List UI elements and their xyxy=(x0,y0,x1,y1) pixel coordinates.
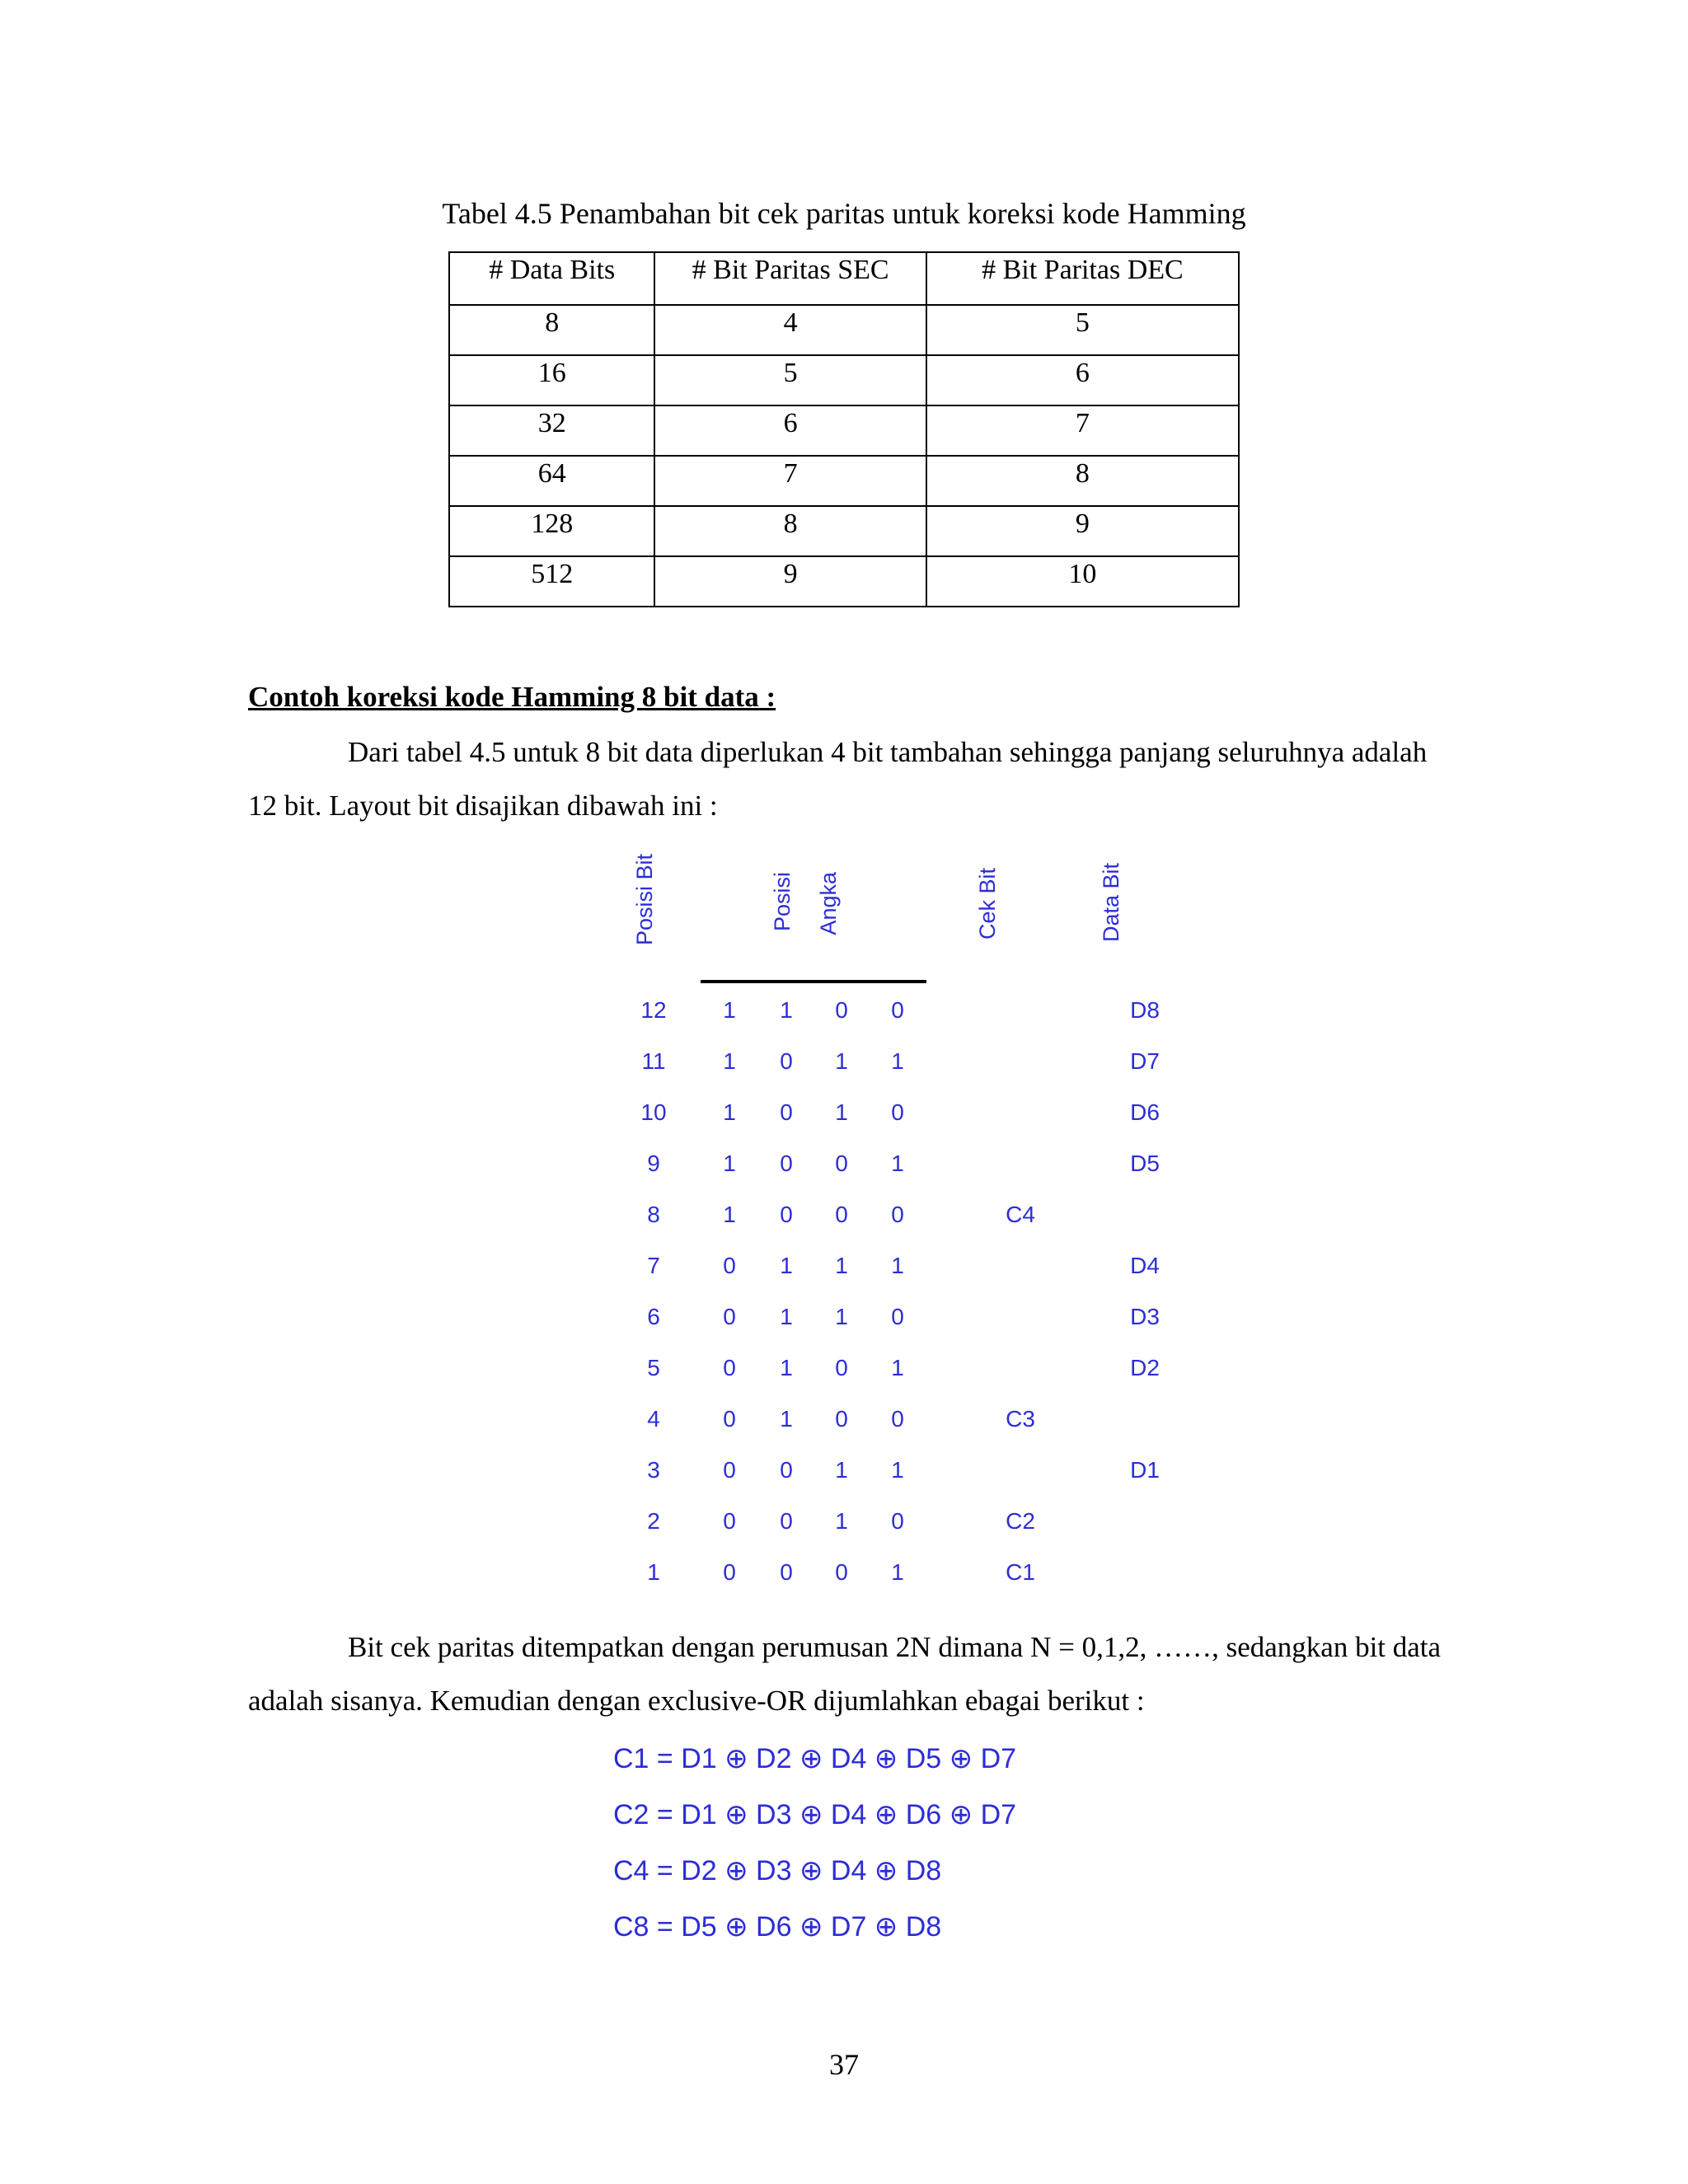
table-cell: 7 xyxy=(654,456,926,506)
header-cek-bit: Cek Bit xyxy=(975,868,1000,940)
bit-value: 1 xyxy=(780,997,793,1023)
table-cell: 9 xyxy=(654,556,926,607)
figure-row xyxy=(610,1099,1160,1132)
intro-paragraph: Dari tabel 4.5 untuk 8 bit data diperlukan 4 bit tambahan sehingga panjang seluruhnya adalah 12 bit. Layout bit disajikan dibawah ini : xyxy=(248,736,1428,822)
bit-value: 0 xyxy=(891,1406,904,1432)
table-row xyxy=(449,305,1239,355)
position-number: 12 xyxy=(640,997,667,1023)
bit-value: 0 xyxy=(891,1099,904,1125)
bit-value: 1 xyxy=(835,1099,848,1125)
check-bit-label: C1 xyxy=(1006,1559,1035,1585)
position-number: 3 xyxy=(647,1457,660,1483)
position-number: 4 xyxy=(647,1406,660,1432)
parity-equations xyxy=(613,1742,1016,1966)
header-posisi-bit: Posisi Bit xyxy=(632,854,657,946)
table-cell: 5 xyxy=(926,305,1239,355)
bit-value: 0 xyxy=(723,1355,736,1380)
table-cell: 5 xyxy=(654,355,926,405)
table-cell: 6 xyxy=(926,355,1239,405)
position-number: 9 xyxy=(647,1151,660,1176)
bit-value: 0 xyxy=(723,1559,736,1585)
table-cell: 32 xyxy=(449,405,654,456)
bit-value: 1 xyxy=(835,1048,848,1074)
bit-value: 1 xyxy=(723,997,736,1023)
table-cell: 8 xyxy=(654,506,926,556)
table-cell: 64 xyxy=(449,456,654,506)
bit-value: 0 xyxy=(723,1304,736,1329)
bit-value: 0 xyxy=(723,1253,736,1278)
table-row xyxy=(449,556,1239,607)
figure-row xyxy=(610,1406,1121,1439)
table-cell: 8 xyxy=(926,456,1239,506)
position-number: 8 xyxy=(647,1202,660,1227)
data-bit-label: D7 xyxy=(1130,1048,1160,1074)
equation-c8: C8 = D5 ⊕ D6 ⊕ D7 ⊕ D8 xyxy=(613,1911,942,1943)
equation-c4: C4 = D2 ⊕ D3 ⊕ D4 ⊕ D8 xyxy=(613,1855,942,1886)
position-number: 10 xyxy=(640,1099,667,1125)
check-bit-label: C3 xyxy=(1006,1406,1035,1432)
bit-value: 0 xyxy=(835,1406,848,1432)
data-bit-label: D1 xyxy=(1130,1457,1160,1483)
bit-value: 0 xyxy=(891,1304,904,1329)
bit-value: 1 xyxy=(891,1151,904,1176)
bit-value: 1 xyxy=(723,1151,736,1176)
figure-row xyxy=(610,1048,1160,1081)
table-row xyxy=(449,405,1239,456)
equation-c2: C2 = D1 ⊕ D3 ⊕ D4 ⊕ D6 ⊕ D7 xyxy=(613,1799,1017,1830)
bit-value: 1 xyxy=(723,1048,736,1074)
bit-value: 1 xyxy=(835,1304,848,1329)
data-bit-label: D3 xyxy=(1130,1304,1160,1329)
bit-value: 0 xyxy=(835,1202,848,1227)
bit-value: 1 xyxy=(891,1457,904,1483)
bit-value: 1 xyxy=(780,1253,793,1278)
bit-value: 0 xyxy=(891,1202,904,1227)
bit-value: 1 xyxy=(891,1048,904,1074)
bit-value: 0 xyxy=(835,1559,848,1585)
bit-value: 0 xyxy=(780,1099,793,1125)
figure-row xyxy=(610,1202,1121,1235)
bit-value: 1 xyxy=(780,1304,793,1329)
bit-value: 1 xyxy=(780,1355,793,1380)
bit-value: 0 xyxy=(780,1457,793,1483)
equation-c1: C1 = D1 ⊕ D2 ⊕ D4 ⊕ D5 ⊕ D7 xyxy=(613,1743,1017,1774)
position-number: 2 xyxy=(647,1508,660,1534)
parity-paragraph: Bit cek paritas ditempatkan dengan perumusan 2N dimana N = 0,1,2, ……, sedangkan bit data adalah sisanya. Kemudian dengan exclusive-OR dijumlahkan ebagai berikut : xyxy=(248,1631,1442,1717)
bit-value: 1 xyxy=(891,1559,904,1585)
table-cell: 9 xyxy=(926,506,1239,556)
header-dec-bits: # Bit Paritas DEC xyxy=(926,252,1239,305)
table-row xyxy=(449,506,1239,556)
bit-value: 0 xyxy=(723,1406,736,1432)
bit-value: 0 xyxy=(835,1355,848,1380)
bit-value: 0 xyxy=(723,1457,736,1483)
bit-value: 0 xyxy=(891,997,904,1023)
figure-row xyxy=(610,1253,1160,1286)
position-number: 7 xyxy=(647,1253,660,1278)
check-bit-label: C4 xyxy=(1006,1202,1035,1227)
position-number: 1 xyxy=(647,1559,660,1585)
bit-value: 1 xyxy=(891,1355,904,1380)
section-heading: Contoh koreksi kode Hamming 8 bit data : xyxy=(248,681,776,713)
header-sec-bits: # Bit Paritas SEC xyxy=(654,252,926,305)
bit-value: 0 xyxy=(835,997,848,1023)
header-divider xyxy=(701,980,926,983)
header-data-bit: Data Bit xyxy=(1099,863,1123,943)
table-cell: 7 xyxy=(926,405,1239,456)
bit-value: 1 xyxy=(723,1202,736,1227)
data-bit-label: D4 xyxy=(1130,1253,1160,1278)
table-caption: Tabel 4.5 Penambahan bit cek paritas untuk koreksi kode Hamming xyxy=(442,197,1246,230)
figure-row xyxy=(610,1508,1121,1541)
parity-bits-table xyxy=(448,251,1240,607)
header-data-bits: # Data Bits xyxy=(449,252,654,305)
header-angka: Angka xyxy=(816,872,841,935)
table-cell: 16 xyxy=(449,355,654,405)
bit-value: 0 xyxy=(780,1048,793,1074)
data-bit-label: D6 xyxy=(1130,1099,1160,1125)
bit-value: 0 xyxy=(780,1559,793,1585)
bit-value: 1 xyxy=(891,1253,904,1278)
figure-row xyxy=(610,1457,1160,1490)
header-posisi: Posisi xyxy=(770,872,795,932)
table-cell: 512 xyxy=(449,556,654,607)
table-cell: 128 xyxy=(449,506,654,556)
bit-value: 1 xyxy=(835,1457,848,1483)
bit-value: 1 xyxy=(723,1099,736,1125)
figure-row xyxy=(610,1151,1160,1183)
bit-value: 0 xyxy=(723,1508,736,1534)
bit-value: 0 xyxy=(891,1508,904,1534)
table-cell: 8 xyxy=(449,305,654,355)
table-row xyxy=(449,355,1239,405)
figure-row xyxy=(610,1559,1121,1592)
figure-row xyxy=(610,997,1160,1030)
table-header-row xyxy=(449,252,1239,305)
figure-row xyxy=(610,1304,1160,1337)
table-cell: 6 xyxy=(654,405,926,456)
bit-value: 0 xyxy=(780,1202,793,1227)
hamming-layout-figure xyxy=(610,841,1160,1599)
data-bit-label: D2 xyxy=(1130,1355,1160,1380)
position-number: 6 xyxy=(647,1304,660,1329)
page-number: 37 xyxy=(829,2048,859,2081)
figure-row xyxy=(610,1355,1160,1388)
bit-value: 1 xyxy=(780,1406,793,1432)
check-bit-label: C2 xyxy=(1006,1508,1035,1534)
table-cell: 10 xyxy=(926,556,1239,607)
table-row xyxy=(449,456,1239,506)
position-number: 11 xyxy=(641,1048,666,1074)
bit-value: 0 xyxy=(780,1508,793,1534)
bit-value: 0 xyxy=(780,1151,793,1176)
bit-value: 0 xyxy=(835,1151,848,1176)
position-number: 5 xyxy=(647,1355,660,1380)
data-bit-label: D8 xyxy=(1130,997,1160,1023)
data-bit-label: D5 xyxy=(1130,1151,1160,1176)
bit-value: 1 xyxy=(835,1508,848,1534)
bit-value: 1 xyxy=(835,1253,848,1278)
table-cell: 4 xyxy=(654,305,926,355)
